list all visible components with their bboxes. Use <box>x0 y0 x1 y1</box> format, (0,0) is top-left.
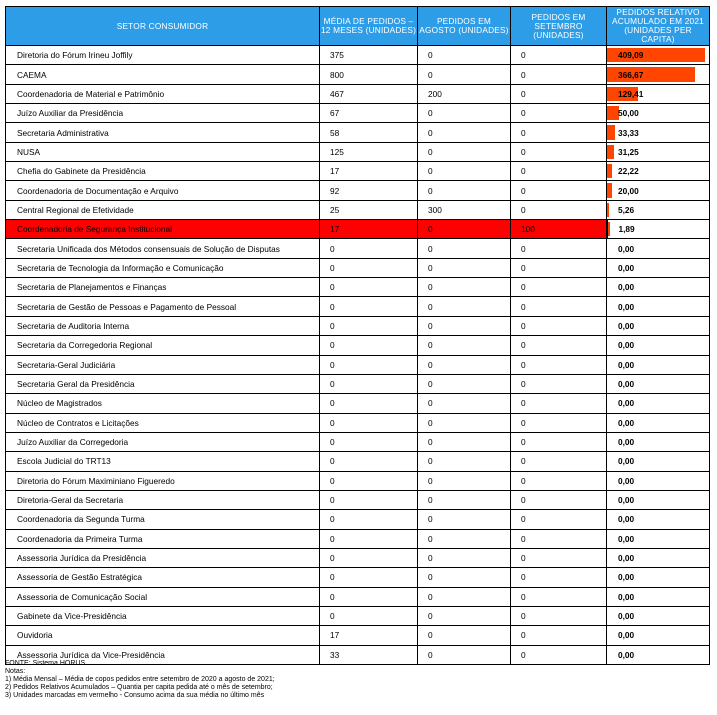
august-cell: 0 <box>418 355 511 374</box>
september-cell: 0 <box>511 297 607 316</box>
sector-cell: Ouvidoria <box>6 626 320 645</box>
per-capita-cell <box>607 46 710 65</box>
average-cell: 67 <box>320 104 418 123</box>
table-row <box>6 278 710 297</box>
august-cell: 0 <box>418 587 511 606</box>
per-capita-cell <box>607 606 710 625</box>
sector-cell: Diretoria do Fórum Irineu Joffily <box>6 46 320 65</box>
per-capita-cell <box>607 162 710 181</box>
sector-cell: Coordenadoria de Documentação e Arquivo <box>6 181 320 200</box>
table-header-row <box>6 7 710 46</box>
average-cell: 0 <box>320 316 418 335</box>
sector-cell: NUSA <box>6 142 320 161</box>
per-capita-value: 0,00 <box>618 533 635 544</box>
september-cell: 100 <box>511 220 607 239</box>
august-cell: 0 <box>418 626 511 645</box>
header-sector: SETOR CONSUMIDOR <box>6 7 320 46</box>
august-cell: 300 <box>418 200 511 219</box>
sector-cell: Diretoria-Geral da Secretaria <box>6 490 320 509</box>
per-capita-cell <box>607 278 710 297</box>
september-cell: 0 <box>511 162 607 181</box>
table-row <box>6 46 710 65</box>
header-september: PEDIDOS EM SETEMBRO (UNIDADES) <box>511 7 607 46</box>
sector-cell: Chefia do Gabinete da Presidência <box>6 162 320 181</box>
per-capita-cell <box>607 645 710 664</box>
per-capita-value: 22,22 <box>618 166 639 177</box>
table-row <box>6 316 710 335</box>
sector-cell: Juízo Auxiliar da Presidência <box>6 104 320 123</box>
september-cell: 0 <box>511 65 607 84</box>
sector-cell: Coordenadoria da Primeira Turma <box>6 529 320 548</box>
per-capita-value: 0,00 <box>618 340 635 351</box>
september-cell: 0 <box>511 355 607 374</box>
august-cell: 0 <box>418 336 511 355</box>
sector-cell: Coordenadoria da Segunda Turma <box>6 510 320 529</box>
table-row <box>6 413 710 432</box>
note-3: 3) Unidades marcadas em vermelho - Consumo acima da sua média no último mês <box>5 692 265 699</box>
table-row <box>6 626 710 645</box>
august-cell: 0 <box>418 606 511 625</box>
per-capita-cell <box>607 413 710 432</box>
sector-cell: Secretaria Geral da Presidência <box>6 374 320 393</box>
average-cell: 0 <box>320 432 418 451</box>
average-cell: 33 <box>320 645 418 664</box>
sector-cell: Gabinete da Vice-Presidência <box>6 606 320 625</box>
september-cell: 0 <box>511 626 607 645</box>
average-cell: 800 <box>320 65 418 84</box>
per-capita-cell <box>607 104 710 123</box>
average-cell: 17 <box>320 162 418 181</box>
per-capita-value: 409,09 <box>618 50 644 61</box>
per-capita-cell <box>607 297 710 316</box>
per-capita-cell <box>607 200 710 219</box>
per-capita-cell <box>607 490 710 509</box>
average-cell: 0 <box>320 510 418 529</box>
average-cell: 0 <box>320 587 418 606</box>
per-capita-cell <box>607 355 710 374</box>
august-cell: 0 <box>418 104 511 123</box>
august-cell: 0 <box>418 297 511 316</box>
average-cell: 0 <box>320 239 418 258</box>
september-cell: 0 <box>511 548 607 567</box>
september-cell: 0 <box>511 587 607 606</box>
table-row <box>6 548 710 567</box>
per-capita-value: 0,00 <box>618 475 635 486</box>
table-row <box>6 123 710 142</box>
average-cell: 25 <box>320 200 418 219</box>
per-capita-cell <box>607 548 710 567</box>
table-row <box>6 336 710 355</box>
consumption-table <box>5 6 710 665</box>
per-capita-value: 5,26 <box>618 204 635 215</box>
august-cell: 0 <box>418 452 511 471</box>
table-row <box>6 142 710 161</box>
per-capita-value: 0,00 <box>618 591 635 602</box>
sector-cell: Secretaria da Corregedoria Regional <box>6 336 320 355</box>
september-cell: 0 <box>511 46 607 65</box>
average-cell: 0 <box>320 548 418 567</box>
august-cell: 0 <box>418 413 511 432</box>
august-cell: 0 <box>418 548 511 567</box>
august-cell: 0 <box>418 162 511 181</box>
table-row <box>6 471 710 490</box>
notes-title: Notas: <box>5 668 26 675</box>
per-capita-value: 0,00 <box>618 282 635 293</box>
per-capita-value: 0,00 <box>618 320 635 331</box>
september-cell: 0 <box>511 181 607 200</box>
per-capita-value: 0,00 <box>618 359 635 370</box>
august-cell: 0 <box>418 239 511 258</box>
sector-cell: Secretaria de Gestão de Pessoas e Pagamento de Pessoal <box>6 297 320 316</box>
average-cell: 17 <box>320 626 418 645</box>
sector-cell: Assessoria de Gestão Estratégica <box>6 568 320 587</box>
header-august: PEDIDOS EM AGOSTO (UNIDADES) <box>418 7 511 46</box>
august-cell: 0 <box>418 394 511 413</box>
sector-cell: Secretaria de Auditoria Interna <box>6 316 320 335</box>
per-capita-value: 0,00 <box>618 553 635 564</box>
per-capita-value: 1,89 <box>618 224 635 235</box>
average-cell: 0 <box>320 452 418 471</box>
sector-cell: Assessoria de Comunicação Social <box>6 587 320 606</box>
per-capita-value: 0,00 <box>618 630 635 641</box>
september-cell: 0 <box>511 316 607 335</box>
table-row <box>6 84 710 103</box>
average-cell: 0 <box>320 568 418 587</box>
sector-cell: Escola Judicial do TRT13 <box>6 452 320 471</box>
september-cell: 0 <box>511 336 607 355</box>
average-cell: 17 <box>320 220 418 239</box>
september-cell: 0 <box>511 123 607 142</box>
table-row <box>6 568 710 587</box>
september-cell: 0 <box>511 278 607 297</box>
sector-cell: Secretaria-Geral Judiciária <box>6 355 320 374</box>
average-cell: 125 <box>320 142 418 161</box>
table-row <box>6 374 710 393</box>
september-cell: 0 <box>511 471 607 490</box>
average-cell: 0 <box>320 490 418 509</box>
sector-cell: Assessoria Jurídica da Vice-Presidência <box>6 645 320 664</box>
average-cell: 0 <box>320 258 418 277</box>
august-cell: 0 <box>418 471 511 490</box>
per-capita-cell <box>607 123 710 142</box>
august-cell: 0 <box>418 123 511 142</box>
september-cell: 0 <box>511 568 607 587</box>
per-capita-cell <box>607 316 710 335</box>
sector-cell: Secretaria Unificada dos Métodos consensuais de Solução de Disputas <box>6 239 320 258</box>
table-row <box>6 452 710 471</box>
table-footnotes <box>5 660 275 700</box>
average-cell: 58 <box>320 123 418 142</box>
average-cell: 0 <box>320 413 418 432</box>
table-row <box>6 258 710 277</box>
per-capita-cell <box>607 220 710 239</box>
per-capita-cell <box>607 452 710 471</box>
august-cell: 0 <box>418 490 511 509</box>
header-average: MÉDIA DE PEDIDOS – 12 MESES (UNIDADES) <box>320 7 418 46</box>
per-capita-cell <box>607 432 710 451</box>
august-cell: 0 <box>418 316 511 335</box>
sector-cell: Diretoria do Fórum Maximiniano Figueredo <box>6 471 320 490</box>
september-cell: 0 <box>511 258 607 277</box>
per-capita-cell <box>607 394 710 413</box>
table-row <box>6 162 710 181</box>
per-capita-value: 366,67 <box>618 69 644 80</box>
average-cell: 0 <box>320 606 418 625</box>
average-cell: 0 <box>320 374 418 393</box>
header-per-capita: PEDIDOS RELATIVO ACUMULADO EM 2021 (UNIDADES PER CAPITA) <box>607 7 710 46</box>
august-cell: 0 <box>418 46 511 65</box>
table-row <box>6 606 710 625</box>
september-cell: 0 <box>511 104 607 123</box>
august-cell: 0 <box>418 432 511 451</box>
per-capita-cell <box>607 568 710 587</box>
sector-cell: Secretaria de Tecnologia da Informação e Comunicação <box>6 258 320 277</box>
table-row <box>6 65 710 84</box>
average-cell: 467 <box>320 84 418 103</box>
september-cell: 0 <box>511 452 607 471</box>
table-row <box>6 181 710 200</box>
per-capita-value: 129,41 <box>618 88 644 99</box>
per-capita-cell <box>607 65 710 84</box>
september-cell: 0 <box>511 394 607 413</box>
sector-cell: Assessoria Jurídica da Presidência <box>6 548 320 567</box>
consumption-table-wrapper <box>5 6 709 665</box>
september-cell: 0 <box>511 606 607 625</box>
august-cell: 0 <box>418 220 511 239</box>
sector-cell: CAEMA <box>6 65 320 84</box>
august-cell: 0 <box>418 181 511 200</box>
average-cell: 0 <box>320 355 418 374</box>
per-capita-cell <box>607 626 710 645</box>
sector-cell: Central Regional de Efetividade <box>6 200 320 219</box>
per-capita-value: 0,00 <box>618 262 635 273</box>
sector-cell: Núcleo de Contratos e Licitações <box>6 413 320 432</box>
per-capita-value: 33,33 <box>618 127 639 138</box>
per-capita-value: 0,00 <box>618 417 635 428</box>
average-cell: 0 <box>320 471 418 490</box>
september-cell: 0 <box>511 142 607 161</box>
per-capita-cell <box>607 84 710 103</box>
table-row <box>6 220 710 239</box>
average-cell: 0 <box>320 529 418 548</box>
per-capita-value: 0,00 <box>618 379 635 390</box>
source-note: FONTE: Sistema HORUS <box>5 660 86 667</box>
september-cell: 0 <box>511 374 607 393</box>
september-cell: 0 <box>511 239 607 258</box>
september-cell: 0 <box>511 84 607 103</box>
per-capita-cell <box>607 258 710 277</box>
note-2: 2) Pedidos Relativos Acumulados – Quantia per capita pedida até o mês de setembro; <box>5 684 273 691</box>
table-row <box>6 432 710 451</box>
average-cell: 92 <box>320 181 418 200</box>
sector-cell: Coordenadoria de Material e Patrimônio <box>6 84 320 103</box>
per-capita-value: 0,00 <box>618 649 635 660</box>
august-cell: 0 <box>418 278 511 297</box>
table-row <box>6 490 710 509</box>
sector-cell: Juízo Auxiliar da Corregedoria <box>6 432 320 451</box>
august-cell: 0 <box>418 568 511 587</box>
table-row <box>6 510 710 529</box>
august-cell: 0 <box>418 374 511 393</box>
per-capita-value: 50,00 <box>618 108 639 119</box>
table-row <box>6 529 710 548</box>
sector-cell: Secretaria de Planejamentos e Finanças <box>6 278 320 297</box>
average-cell: 0 <box>320 278 418 297</box>
table-body <box>6 46 710 665</box>
per-capita-value: 0,00 <box>618 456 635 467</box>
per-capita-value: 0,00 <box>618 514 635 525</box>
per-capita-value: 0,00 <box>618 611 635 622</box>
per-capita-cell <box>607 374 710 393</box>
table-row <box>6 104 710 123</box>
september-cell: 0 <box>511 510 607 529</box>
august-cell: 0 <box>418 65 511 84</box>
september-cell: 0 <box>511 200 607 219</box>
august-cell: 200 <box>418 84 511 103</box>
september-cell: 0 <box>511 645 607 664</box>
per-capita-cell <box>607 587 710 606</box>
per-capita-cell <box>607 142 710 161</box>
per-capita-value: 0,00 <box>618 398 635 409</box>
table-row <box>6 587 710 606</box>
per-capita-cell <box>607 510 710 529</box>
sector-cell: Secretaria Administrativa <box>6 123 320 142</box>
sector-cell: Núcleo de Magistrados <box>6 394 320 413</box>
per-capita-value: 0,00 <box>618 495 635 506</box>
per-capita-cell <box>607 471 710 490</box>
per-capita-value: 0,00 <box>618 301 635 312</box>
per-capita-cell <box>607 529 710 548</box>
september-cell: 0 <box>511 432 607 451</box>
table-row <box>6 297 710 316</box>
per-capita-value: 20,00 <box>618 185 639 196</box>
table-row <box>6 394 710 413</box>
average-cell: 375 <box>320 46 418 65</box>
per-capita-value: 0,00 <box>618 572 635 583</box>
per-capita-value: 31,25 <box>618 146 639 157</box>
september-cell: 0 <box>511 490 607 509</box>
august-cell: 0 <box>418 645 511 664</box>
august-cell: 0 <box>418 258 511 277</box>
august-cell: 0 <box>418 510 511 529</box>
august-cell: 0 <box>418 142 511 161</box>
average-cell: 0 <box>320 297 418 316</box>
average-cell: 0 <box>320 336 418 355</box>
note-1: 1) Média Mensal – Média de copos pedidos entre setembro de 2020 a agosto de 2021; <box>5 676 275 683</box>
september-cell: 0 <box>511 413 607 432</box>
september-cell: 0 <box>511 529 607 548</box>
average-cell: 0 <box>320 394 418 413</box>
per-capita-value: 0,00 <box>618 437 635 448</box>
per-capita-cell <box>607 181 710 200</box>
per-capita-cell <box>607 239 710 258</box>
sector-cell: Coordenadoria de Segurança Institucional <box>6 220 320 239</box>
per-capita-value: 0,00 <box>618 243 635 254</box>
table-row <box>6 355 710 374</box>
table-row <box>6 200 710 219</box>
august-cell: 0 <box>418 529 511 548</box>
per-capita-cell <box>607 336 710 355</box>
table-row <box>6 239 710 258</box>
